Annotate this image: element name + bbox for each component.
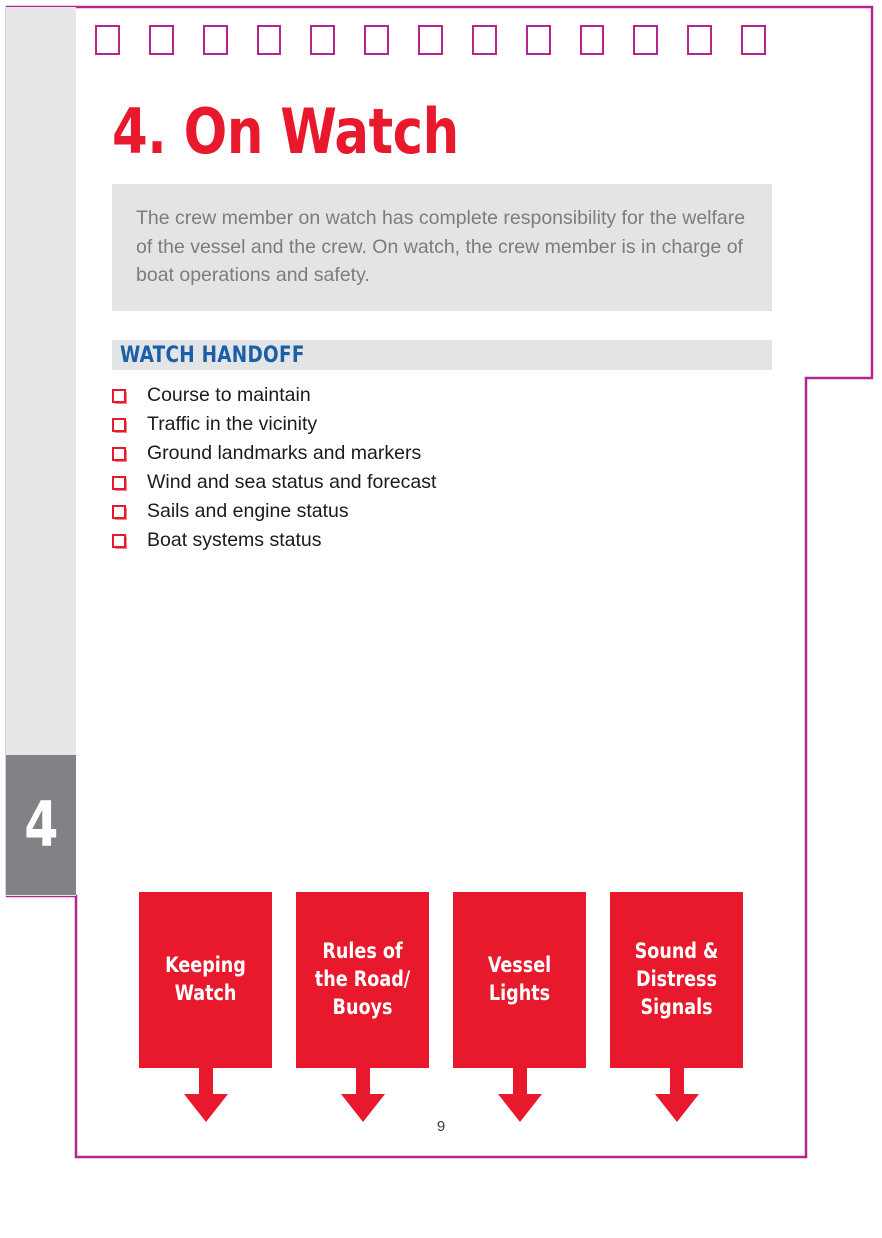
content-column bbox=[112, 95, 772, 571]
checklist-item-label: Ground landmarks and markers bbox=[147, 441, 422, 464]
topic-item[interactable] bbox=[610, 892, 743, 1068]
topic-box-label: Sound & Distress Signals bbox=[634, 939, 719, 1019]
down-arrow-icon bbox=[339, 1068, 387, 1124]
section-header-bar bbox=[112, 340, 772, 370]
topic-box[interactable] bbox=[296, 892, 429, 1068]
page-title: 4. On Watch bbox=[112, 95, 459, 168]
top-marker-square bbox=[364, 25, 389, 55]
chapter-tab-4[interactable] bbox=[6, 755, 76, 895]
checklist-item-label: Traffic in the vicinity bbox=[147, 412, 318, 435]
topic-box-row bbox=[139, 892, 743, 1132]
intro-text: The crew member on watch has complete responsibility for the welfare of the vessel and the crew. On watch, the crew member is in charge of boat operations and safety. bbox=[136, 207, 746, 286]
chapter-tab-number: 4 bbox=[24, 788, 58, 861]
topic-box-label: Keeping Watch bbox=[165, 953, 246, 1005]
top-marker-square bbox=[633, 25, 658, 55]
checkbox-icon[interactable] bbox=[112, 447, 126, 461]
top-marker-square bbox=[418, 25, 443, 55]
topic-box-label: Rules of the Road/ Buoys bbox=[314, 939, 411, 1019]
checklist-item-label: Course to maintain bbox=[147, 383, 311, 406]
intro-callout-box bbox=[112, 184, 772, 311]
down-arrow-icon bbox=[653, 1068, 701, 1124]
checkbox-icon[interactable] bbox=[112, 389, 126, 403]
top-marker-square bbox=[310, 25, 335, 55]
topic-item[interactable] bbox=[139, 892, 272, 1068]
topic-item[interactable] bbox=[296, 892, 429, 1068]
checklist-item[interactable] bbox=[112, 526, 772, 555]
watch-handoff-checklist bbox=[112, 381, 772, 555]
topic-box-label: Vessel Lights bbox=[487, 953, 552, 1005]
top-marker-row bbox=[95, 25, 795, 57]
top-marker-square bbox=[95, 25, 120, 55]
checkbox-icon[interactable] bbox=[112, 534, 126, 548]
checklist-item[interactable] bbox=[112, 497, 772, 526]
topic-item[interactable] bbox=[453, 892, 586, 1068]
top-marker-square bbox=[149, 25, 174, 55]
checkbox-icon[interactable] bbox=[112, 418, 126, 432]
checklist-item-label: Boat systems status bbox=[147, 528, 322, 551]
topic-box[interactable] bbox=[453, 892, 586, 1068]
checklist-item-label: Wind and sea status and forecast bbox=[147, 470, 437, 493]
top-marker-square bbox=[741, 25, 766, 55]
top-marker-square bbox=[203, 25, 228, 55]
top-marker-square bbox=[257, 25, 282, 55]
checklist-item[interactable] bbox=[112, 410, 772, 439]
topic-box[interactable] bbox=[139, 892, 272, 1068]
checklist-item-label: Sails and engine status bbox=[147, 499, 349, 522]
top-marker-square bbox=[687, 25, 712, 55]
top-marker-square bbox=[580, 25, 605, 55]
checklist-item[interactable] bbox=[112, 439, 772, 468]
section-heading: WATCH HANDOFF bbox=[120, 342, 305, 368]
top-marker-square bbox=[472, 25, 497, 55]
checklist-item[interactable] bbox=[112, 468, 772, 497]
down-arrow-icon bbox=[182, 1068, 230, 1124]
checkbox-icon[interactable] bbox=[112, 505, 126, 519]
top-marker-square bbox=[526, 25, 551, 55]
page-number: 9 bbox=[436, 1118, 446, 1135]
checkbox-icon[interactable] bbox=[112, 476, 126, 490]
checklist-item[interactable] bbox=[112, 381, 772, 410]
topic-box[interactable] bbox=[610, 892, 743, 1068]
down-arrow-icon bbox=[496, 1068, 544, 1124]
